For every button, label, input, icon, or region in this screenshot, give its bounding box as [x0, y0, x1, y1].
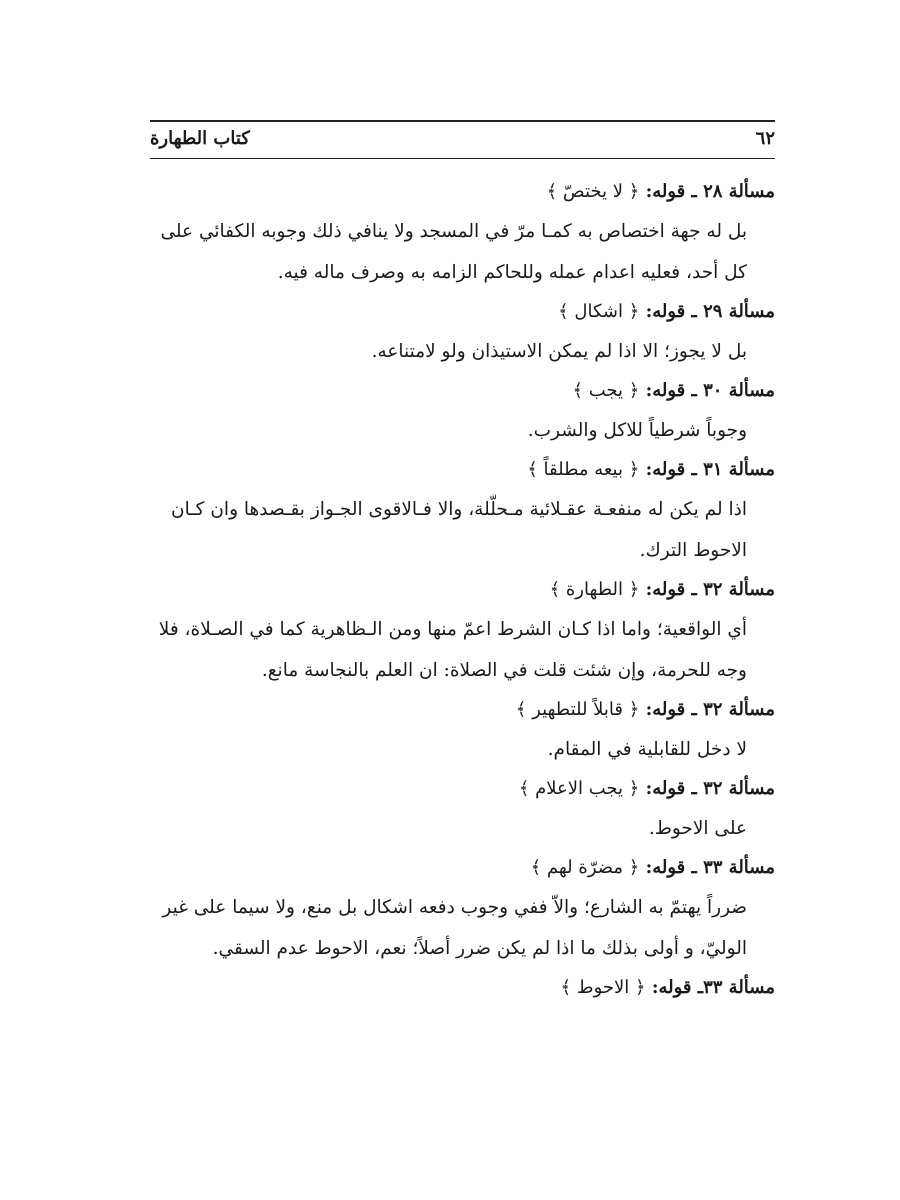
issue-heading: مسألة ٣١ ـ قوله: ﴿ بيعه مطلقاً ﴾ [527, 459, 775, 480]
commentary-line: وجوباً شرطياً للاكل والشرب. [527, 420, 747, 441]
issue-heading: مسألة ٢٩ ـ قوله: ﴿ اشكال ﴾ [558, 301, 775, 322]
quoted-phrase: ﴿ يجب الاعلام ﴾ [518, 778, 640, 799]
commentary-line: أي الواقعية؛ واما اذا كـان الشرط اعمّ منها ومن الـظاهرية كما في الصـلاة، فلا [158, 619, 747, 640]
commentary-line: على الاحوط. [648, 818, 747, 839]
running-header [150, 120, 775, 159]
commentary-line: بل لا يجوز؛ الا اذا لم يمكن الاستيذان ولو لامتناعه. [371, 341, 747, 362]
quoted-phrase: ﴿ مضرّة لهم ﴾ [530, 857, 640, 878]
issue-heading: مسألة ٣٢ ـ قوله: ﴿ يجب الاعلام ﴾ [518, 778, 775, 799]
page-content [150, 173, 775, 1007]
commentary-line: لا دخل للقابلية في المقام. [547, 739, 747, 760]
issue-heading: مسألة ٢٨ ـ قوله: ﴿ لا يختصّ ﴾ [546, 181, 775, 202]
commentary-line: اذا لم يكن له منفعـة عقـلائية مـحلّلة، والا فـالاقوى الجـواز بقـصدها وان كـان [171, 499, 747, 520]
commentary-line: بل له جهة اختصاص به كمـا مرّ في المسجد ولا ينافي ذلك وجوبه الكفائي على [160, 221, 747, 242]
issue-heading: مسألة ٣٠ ـ قوله: ﴿ يجب ﴾ [572, 380, 775, 401]
quoted-phrase: ﴿ الطهارة ﴾ [549, 579, 640, 600]
quoted-phrase: ﴿ الاحوط ﴾ [560, 977, 646, 998]
commentary-line: كل أحد، فعليه اعدام عمله وللحاكم الزامه به وصرف ماله فيه. [277, 262, 747, 283]
quoted-phrase: ﴿ لا يختصّ ﴾ [546, 181, 640, 202]
commentary-line: وجه للحرمة، وإن شئت قلت في الصلاة: ان العلم بالنجاسة مانع. [261, 660, 747, 681]
commentary-line: الوليّ، و أولى بذلك ما اذا لم يكن ضرر أصلاً؛ نعم، الاحوط عدم السقي. [212, 938, 747, 959]
issue-heading: مسألة ٣٢ ـ قوله: ﴿ الطهارة ﴾ [549, 579, 775, 600]
book-title: كتاب الطهارة [150, 128, 250, 149]
issue-heading: مسألة ٣٣ ـ قوله: ﴿ مضرّة لهم ﴾ [530, 857, 775, 878]
commentary-line: الاحوط الترك. [639, 540, 747, 561]
quoted-phrase: ﴿ قابلاً للتطهير ﴾ [515, 699, 640, 720]
commentary-line: ضرراً يهتمّ به الشارع؛ والاّ ففي وجوب دفعه اشكال بل منع، ولا سيما على غير [162, 897, 747, 918]
issue-heading: مسألة ٣٢ ـ قوله: ﴿ قابلاً للتطهير ﴾ [515, 699, 775, 720]
page-number: ٦٢ [755, 128, 775, 149]
quoted-phrase: ﴿ يجب ﴾ [572, 380, 640, 401]
quoted-phrase: ﴿ اشكال ﴾ [558, 301, 640, 322]
document-page [150, 118, 775, 1007]
issue-heading: مسألة ٣٣ـ قوله: ﴿ الاحوط ﴾ [560, 977, 775, 998]
quoted-phrase: ﴿ بيعه مطلقاً ﴾ [527, 459, 640, 480]
